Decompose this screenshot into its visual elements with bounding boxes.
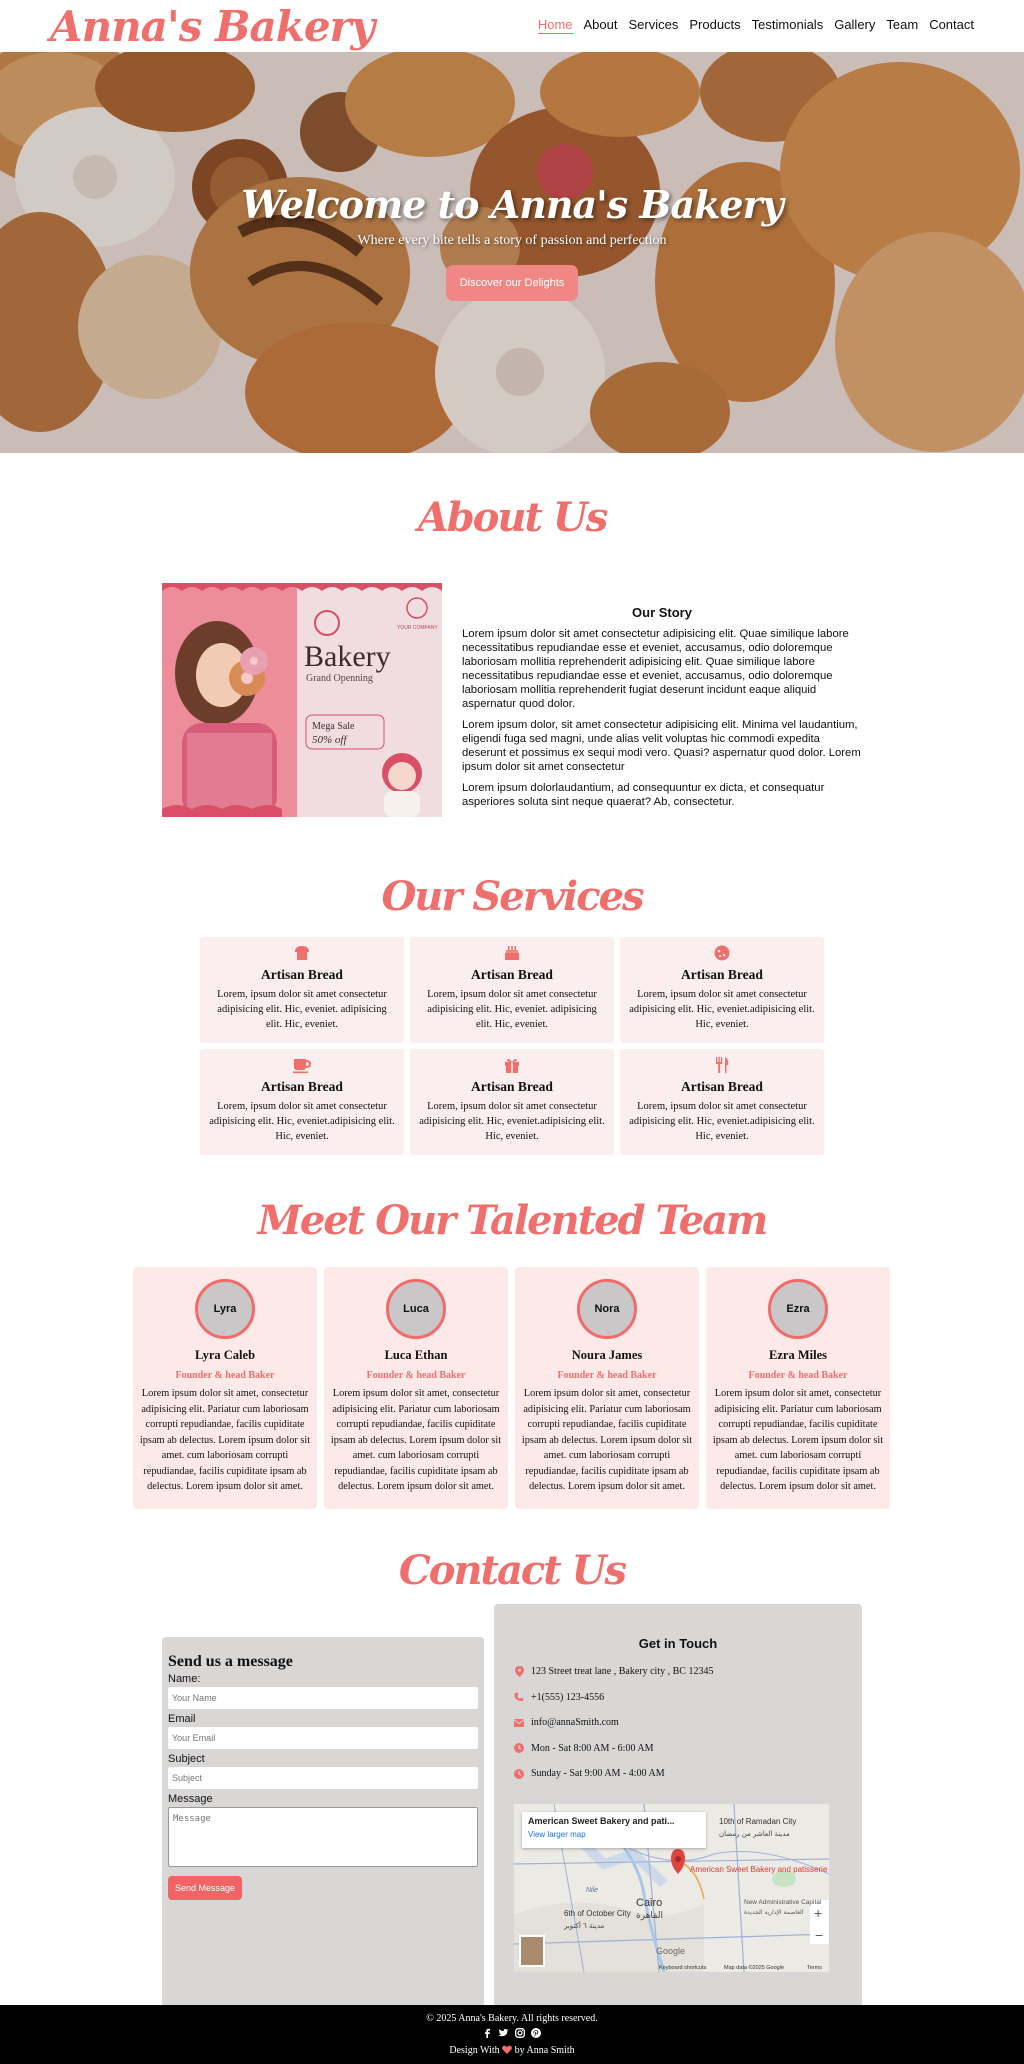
subject-field[interactable] [168,1767,478,1789]
service-card [410,1049,614,1155]
info-heading: Get in Touch [638,1636,718,1651]
hours-weekend-row [514,1761,862,1787]
bread-icon [200,943,404,963]
map-place-name: American Sweet Bakery and pati... [528,1816,675,1826]
send-message-button[interactable]: Send Message [168,1876,242,1900]
message-label: Message [168,1793,213,1805]
nav-item-about[interactable]: About [583,17,618,32]
copyright-text: © 2025 Anna's Bakery. All rights reserved. [426,2013,598,2024]
hero-content [0,182,1024,301]
email-text[interactable]: info@annaSmith.com [531,1717,619,1729]
gift-icon [410,1055,614,1075]
clock-icon [514,1769,524,1779]
map-label-capital: New Administrative Capital [744,1899,822,1906]
story-heading: Our Story [632,605,692,620]
name-label: Name: [168,1673,201,1685]
service-text: Lorem, ipsum dolor sit amet consectetur adipisicing elit. Hic, eveniet.adipisicing elit. Hic, eveniet. [629,989,815,1030]
cake-icon [410,943,614,963]
contact-form [162,1637,484,2007]
email-field[interactable] [168,1727,478,1749]
nav-item-contact[interactable]: Contact [929,17,974,32]
location-pin-icon [514,1667,524,1677]
service-card [410,937,614,1043]
map-zoom-out-button: − [815,1927,824,1943]
team-title: Meet Our Talented Team [257,1197,767,1244]
service-text: Lorem, ipsum dolor sit amet consectetur adipisicing elit. Hic, eveniet.adipisicing elit. Hic, eveniet. [209,1101,395,1142]
member-name: Ezra Miles [769,1348,827,1362]
phone-row [514,1685,862,1711]
member-bio: Lorem ipsum dolor sit amet, consectetur adipisicing elit. Pariatur cum laboriosam corrupti repudiandae, facilis cupiditate ipsam ab delectus. Lorem ipsum dolor sit amet. cum laboriosam corrupti repudiandae, facilis cupiditate ipsam ab delectus. Lorem ipsum dolor sit amet. [330,1388,502,1492]
facebook-icon[interactable] [483,2028,492,2041]
hours-weekday-text: Mon - Sat 8:00 AM - 6:00 AM [531,1742,654,1754]
member-role: Founder & head Baker [557,1370,657,1381]
nav-item-gallery[interactable]: Gallery [834,17,876,32]
nav-item-products[interactable]: Products [689,17,741,32]
avatar: Luca [386,1279,446,1339]
hero-subtitle: Where every bite tells a story of passion and perfection [357,233,667,248]
poster-company-label: YOUR COMPANY [397,625,438,631]
service-title: Artisan Bread [681,967,763,982]
service-card [620,937,824,1043]
email-row [514,1710,862,1736]
map-label-october-arabic: مدينة ٦ أكتوبر [564,1922,605,1930]
map-label-capital-arabic: العاصمة الإدارية الجديدة [744,1909,804,1916]
map-label-ramadan-arabic: مدينة العاشر من رمضان [719,1830,790,1838]
heart-icon [502,2045,512,2056]
avatar: Ezra [768,1279,828,1339]
member-bio: Lorem ipsum dolor sit amet, consectetur adipisicing elit. Pariatur cum laboriosam corrupti repudiandae, facilis cupiditate ipsam ab delectus. Lorem ipsum dolor sit amet. cum laboriosam corrupti repudiandae, facilis cupiditate ipsam ab delectus. Lorem ipsum dolor sit amet. [139,1388,311,1492]
map-pin-label-line1: American Sweet Bakery and patisserie [690,1865,828,1874]
map-keyboard-shortcuts: Keyboard shortcuts [659,1965,707,1971]
service-card [200,1049,404,1155]
service-title: Artisan Bread [261,967,343,982]
services-title: Our Services [381,873,643,920]
address-text: 123 Street treat lane , Bakery city , BC 12345 [531,1666,714,1678]
address-row [514,1659,862,1685]
map-label-nile: Nile [586,1887,599,1894]
hero-section [0,52,1024,453]
cookie-icon [620,943,824,963]
map-label-october: 6th of October City [564,1909,631,1918]
service-text: Lorem, ipsum dolor sit amet consectetur adipisicing elit. Hic, eveniet.adipisicing elit. Hic, eveniet. [419,1101,605,1142]
contact-info-panel [494,1604,862,2007]
discover-button[interactable]: Discover our Delights [446,265,579,301]
twitter-icon[interactable] [498,2028,509,2041]
team-card [133,1267,317,1509]
member-role: Founder & head Baker [748,1370,848,1381]
navbar [0,0,1024,52]
brand-logo[interactable]: Anna's Bakery [50,2,375,51]
avatar: Lyra [195,1279,255,1339]
map-terms: Terms [807,1965,822,1971]
bakery-poster-image [162,583,442,817]
nav-item-testimonials[interactable]: Testimonials [751,17,824,32]
social-links [0,2028,1024,2041]
pinterest-icon[interactable] [531,2028,541,2041]
view-larger-map-link[interactable]: View larger map [528,1830,586,1839]
hours-weekday-row [514,1736,862,1762]
story-paragraph: Lorem ipsum dolor, sit amet consectetur adipisicing elit. Minima vel laudantium, eligendi fuga sed magni, unde alias velit voluptas hic commodi expedita deserunt et possimus ex sequi modi vero. Quasi? aspernatur quod dolor. Lorem ipsum dolor sit amet consectetur [462,719,861,773]
member-name: Lyra Caleb [194,1348,256,1362]
member-name: Luca Ethan [384,1348,448,1362]
nav-item-home[interactable]: Home [537,17,573,32]
member-bio: Lorem ipsum dolor sit amet, consectetur adipisicing elit. Pariatur cum laboriosam corrupti repudiandae, facilis cupiditate ipsam ab delectus. Lorem ipsum dolor sit amet. cum laboriosam corrupti repudiandae, facilis cupiditate ipsam ab delectus. Lorem ipsum dolor sit amet. [521,1388,693,1492]
nav-item-team[interactable]: Team [886,17,919,32]
design-credit [0,2045,1024,2056]
service-card [620,1049,824,1155]
service-title: Artisan Bread [681,1079,763,1094]
story-paragraph: Lorem ipsum dolorlaudantium, ad consequuntur ex dicta, et consequatur asperiores soluta sint neque quaerat? Ab, consectetur. [462,782,825,808]
coffee-icon [200,1055,404,1075]
poster-sale: Mega Sale [312,721,355,732]
services-grid [200,937,824,1155]
clock-icon [514,1743,524,1753]
member-bio: Lorem ipsum dolor sit amet, consectetur adipisicing elit. Pariatur cum laboriosam corrupti repudiandae, facilis cupiditate ipsam ab delectus. Lorem ipsum dolor sit amet. cum laboriosam corrupti repudiandae, facilis cupiditate ipsam ab delectus. Lorem ipsum dolor sit amet. [712,1388,884,1492]
about-story [462,606,862,816]
instagram-icon[interactable] [515,2028,525,2041]
about-title: About Us [417,494,607,541]
team-grid [133,1267,891,1509]
phone-text[interactable]: +1(555) 123-4556 [531,1691,605,1703]
google-logo: Google [656,1946,686,1956]
form-heading: Send us a message [168,1653,293,1670]
hero-title: Welcome to Anna's Bakery [241,182,783,227]
credit-suffix: by Anna Smith [514,2045,575,2056]
map-place-card [522,1812,706,1848]
map-city-label: Cairo [636,1897,663,1909]
team-card [515,1267,699,1509]
member-name: Noura James [571,1348,643,1362]
service-title: Artisan Bread [471,1079,553,1094]
poster-heading: Bakery [304,640,391,673]
email-label: Email [168,1713,196,1725]
team-card [324,1267,508,1509]
map-label-ramadan: 10th of Ramadan City [719,1817,797,1826]
service-text: Lorem, ipsum dolor sit amet consectetur adipisicing elit. Hic, eveniet.adipisicing elit. Hic, eveniet. [629,1101,815,1142]
service-title: Artisan Bread [471,967,553,982]
phone-icon [514,1692,524,1702]
member-role: Founder & head Baker [175,1370,275,1381]
message-field[interactable] [168,1807,478,1867]
nav-item-services[interactable]: Services [628,17,679,32]
service-title: Artisan Bread [261,1079,343,1094]
hours-weekend-text: Sunday - Sat 9:00 AM - 4:00 AM [531,1768,665,1780]
footer [0,2005,1024,2064]
contact-title: Contact Us [398,1547,626,1594]
avatar: Nora [577,1279,637,1339]
service-text: Lorem, ipsum dolor sit amet consectetur adipisicing elit. Hic, eveniet. adipisicing elit. Hic, eveniet. [217,989,387,1030]
story-paragraph: Lorem ipsum dolor sit amet consectetur adipisicing elit. Quae similique labore necessitatibus repudiandae esse et eveniet, accusamus, odio doloremque laboriosam mollitia reprehenderit adipisicing elit. Quae similique labore necessitatibus repudiandae esse et eveniet, accusamus, odio doloremque laboriosam mollitia reprehenderit fugiat deserunt incidunt eaque aliquid aspernatur quod dolor. [462,628,849,710]
envelope-icon [514,1718,524,1728]
member-role: Founder & head Baker [366,1370,466,1381]
map-attribution: Map data ©2025 Google [724,1965,785,1971]
poster-discount: 50% off [312,734,347,746]
name-field[interactable] [168,1687,478,1709]
google-map[interactable] [514,1804,829,1972]
map-city-label-arabic: القاهرة [636,1911,663,1921]
service-text: Lorem, ipsum dolor sit amet consectetur adipisicing elit. Hic, eveniet. adipisicing elit. Hic, eveniet. [427,989,597,1030]
utensils-icon [620,1055,824,1075]
poster-subheading: Grand Openning [306,673,373,684]
map-zoom-in-button: + [814,1905,823,1921]
credit-prefix: Design With [449,2045,500,2056]
subject-label: Subject [168,1753,205,1765]
service-card [200,937,404,1043]
nav-links [538,17,974,34]
team-card [706,1267,890,1509]
